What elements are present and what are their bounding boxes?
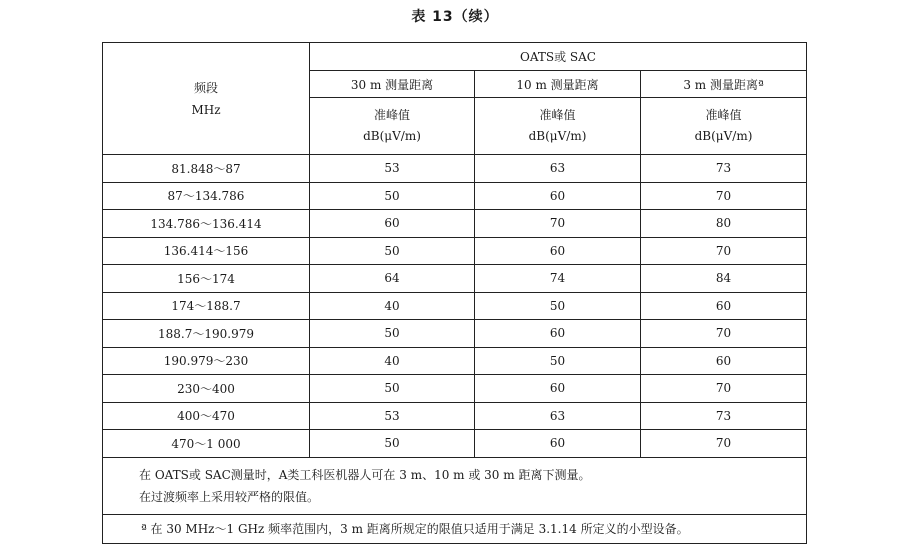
table-row [103, 210, 807, 238]
limit-10m-cell: 60 [475, 320, 641, 348]
table-row [103, 292, 807, 320]
band-cell: 470～1 000 [103, 430, 310, 458]
limit-30m-cell: 50 [310, 430, 475, 458]
table-row [103, 182, 807, 210]
band-cell: 190.979～230 [103, 347, 310, 375]
band-cell: 134.786～136.414 [103, 210, 310, 238]
limit-3m-cell: 70 [641, 182, 807, 210]
distance-30m-header: 30 m 测量距离 [310, 71, 475, 98]
table-row [103, 237, 807, 265]
limit-10m-cell: 70 [475, 210, 641, 238]
limit-30m-cell: 60 [310, 210, 475, 238]
table-row [103, 347, 807, 375]
limit-10m-cell: 60 [475, 375, 641, 403]
unit-header-10m [475, 98, 641, 155]
limit-3m-cell: 70 [641, 430, 807, 458]
emission-limits-table [102, 42, 807, 544]
limit-30m-cell: 50 [310, 320, 475, 348]
limit-3m-cell: 60 [641, 292, 807, 320]
limit-3m-cell: 84 [641, 265, 807, 293]
header-row-group [103, 43, 807, 71]
detector-label: 准峰值 [705, 108, 742, 122]
band-cell: 400～470 [103, 402, 310, 430]
band-cell: 188.7～190.979 [103, 320, 310, 348]
unit-label: dB(μV/m) [528, 129, 587, 143]
limit-10m-cell: 63 [475, 155, 641, 183]
footnote-cell: ª 在 30 MHz～1 GHz 频率范围内，3 m 距离所规定的限值只适用于满足 3.1.14 所定义的小型设备。 [103, 514, 807, 543]
limit-10m-cell: 50 [475, 292, 641, 320]
limit-30m-cell: 40 [310, 292, 475, 320]
limit-3m-cell: 73 [641, 402, 807, 430]
note-line-2: 在过渡频率上采用较严格的限值。 [139, 489, 320, 504]
band-cell: 87～134.786 [103, 182, 310, 210]
detector-label: 准峰值 [539, 108, 576, 122]
band-cell: 156～174 [103, 265, 310, 293]
unit-label: dB(μV/m) [363, 129, 421, 143]
band-cell: 136.414～156 [103, 237, 310, 265]
band-label: 频段 [193, 80, 218, 95]
table-caption: 表 13（续） [411, 9, 499, 25]
band-cell: 174～188.7 [103, 292, 310, 320]
footnote-row [103, 514, 807, 543]
notes-cell [103, 457, 807, 514]
unit-label: dB(μV/m) [694, 129, 753, 143]
unit-header-3m [641, 98, 807, 155]
distance-10m-header: 10 m 测量距离 [475, 71, 641, 98]
limit-3m-cell: 70 [641, 237, 807, 265]
limit-3m-cell: 70 [641, 375, 807, 403]
limit-30m-cell: 53 [310, 155, 475, 183]
site-group-header: OATS或 SAC [310, 43, 807, 71]
limit-10m-cell: 60 [475, 430, 641, 458]
limit-30m-cell: 64 [310, 265, 475, 293]
limit-30m-cell: 50 [310, 182, 475, 210]
detector-label: 准峰值 [373, 108, 410, 122]
limit-10m-cell: 63 [475, 402, 641, 430]
band-header-cell [103, 43, 310, 155]
limit-3m-cell: 73 [641, 155, 807, 183]
table-row [103, 375, 807, 403]
limit-10m-cell: 74 [475, 265, 641, 293]
band-cell: 81.848～87 [103, 155, 310, 183]
notes-row [103, 457, 807, 514]
table-row [103, 320, 807, 348]
limit-3m-cell: 70 [641, 320, 807, 348]
table-row [103, 402, 807, 430]
note-line-1: 在 OATS或 SAC测量时，A类工科医机器人可在 3 m、10 m 或 30 m 距离下测量。 [139, 467, 591, 482]
distance-3m-header: 3 m 测量距离ª [641, 71, 807, 98]
limit-10m-cell: 60 [475, 237, 641, 265]
limit-30m-cell: 40 [310, 347, 475, 375]
table-row [103, 155, 807, 183]
limit-30m-cell: 50 [310, 375, 475, 403]
band-cell: 230～400 [103, 375, 310, 403]
band-unit: MHz [191, 102, 221, 117]
limit-30m-cell: 53 [310, 402, 475, 430]
limit-10m-cell: 50 [475, 347, 641, 375]
unit-header-30m [310, 98, 475, 155]
table-row [103, 430, 807, 458]
table-row [103, 265, 807, 293]
limit-30m-cell: 50 [310, 237, 475, 265]
limit-3m-cell: 80 [641, 210, 807, 238]
limit-10m-cell: 60 [475, 182, 641, 210]
limit-3m-cell: 60 [641, 347, 807, 375]
